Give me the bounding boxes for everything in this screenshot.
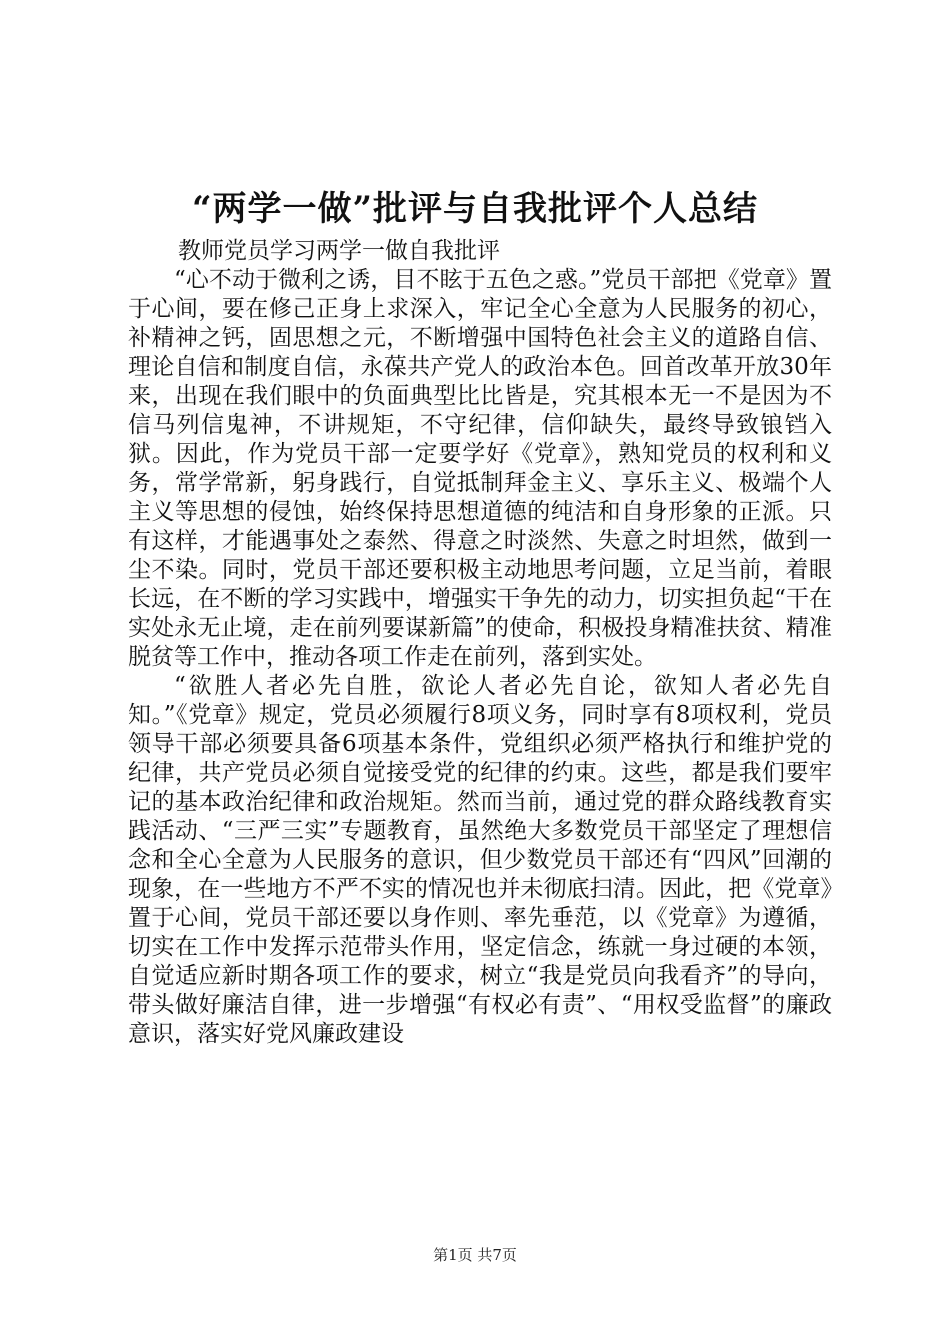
body-paragraph-2: “欲胜人者必先自胜，欲论人者必先自论，欲知人者必先自知。”《党章》规定，党员必须履行8项义务，同时享有8项权利，党员领导干部必须要具备6项基本条件，党组织必须严格执行和维护党的纪律，共产党员必须自觉接受党的纪律的约束。这些，都是我们要牢记的基本政治纪律和政治规矩。然而当前，通过党的群众路线教育实践活动、“三严三实”专题教育，虽然绝大多数党员干部坚定了理想信念和全心全意为人民服务的意识，但少数党员干部还有“四风”回潮的现象，在一些地方不严不实的情况也并未彻底扫清。因此，把《党章》置于心间，党员干部还要以身作则、率先垂范，以《党章》为遵循，切实在工作中发挥示范带头作用，坚定信念，练就一身过硬的本领，自觉适应新时期各项工作的要求，树立“我是党员向我看齐”的导向，带头做好廉洁自律，进一步增强“有权必有责”、“用权受监督”的廉政意识，落实好党风廉政建设 (128, 673, 832, 1047)
document-body (128, 266, 832, 1049)
document-subtitle: 教师党员学习两学一做自我批评 (178, 238, 500, 264)
document-title: “两学一做”批评与自我批评个人总结 (191, 189, 759, 229)
page-number-footer: 第1页 共7页 (433, 1246, 517, 1264)
body-paragraph-1: “心不动于微利之诱，目不眩于五色之惑。”党员干部把《党章》置于心间，要在修己正身上求深入，牢记全心全意为人民服务的初心，补精神之钙，固思想之元，不断增强中国特色社会主义的道路自信、理论自信和制度自信，永葆共产党人的政治本色。回首改革开放30年来，出现在我们眼中的负面典型比比皆是，究其根本无一不是因为不信马列信鬼神，不讲规矩，不守纪律，信仰缺失，最终导致锒铛入狱。因此，作为党员干部一定要学好《党章》，熟知党员的权利和义务，常学常新，躬身践行，自觉抵制拜金主义、享乐主义、极端个人主义等思想的侵蚀，始终保持思想道德的纯洁和自身形象的正派。只有这样，才能遇事处之泰然、得意之时淡然、失意之时坦然，做到一尘不染。同时，党员干部还要积极主动地思考问题，立足当前，着眼长远，在不断的学习实践中，增强实干争先的动力，切实担负起“干在实处永无止境，走在前列要谋新篇”的使命，积极投身精准扶贫、精准脱贫等工作中，推动各项工作走在前列，落到实处。 (128, 267, 832, 670)
